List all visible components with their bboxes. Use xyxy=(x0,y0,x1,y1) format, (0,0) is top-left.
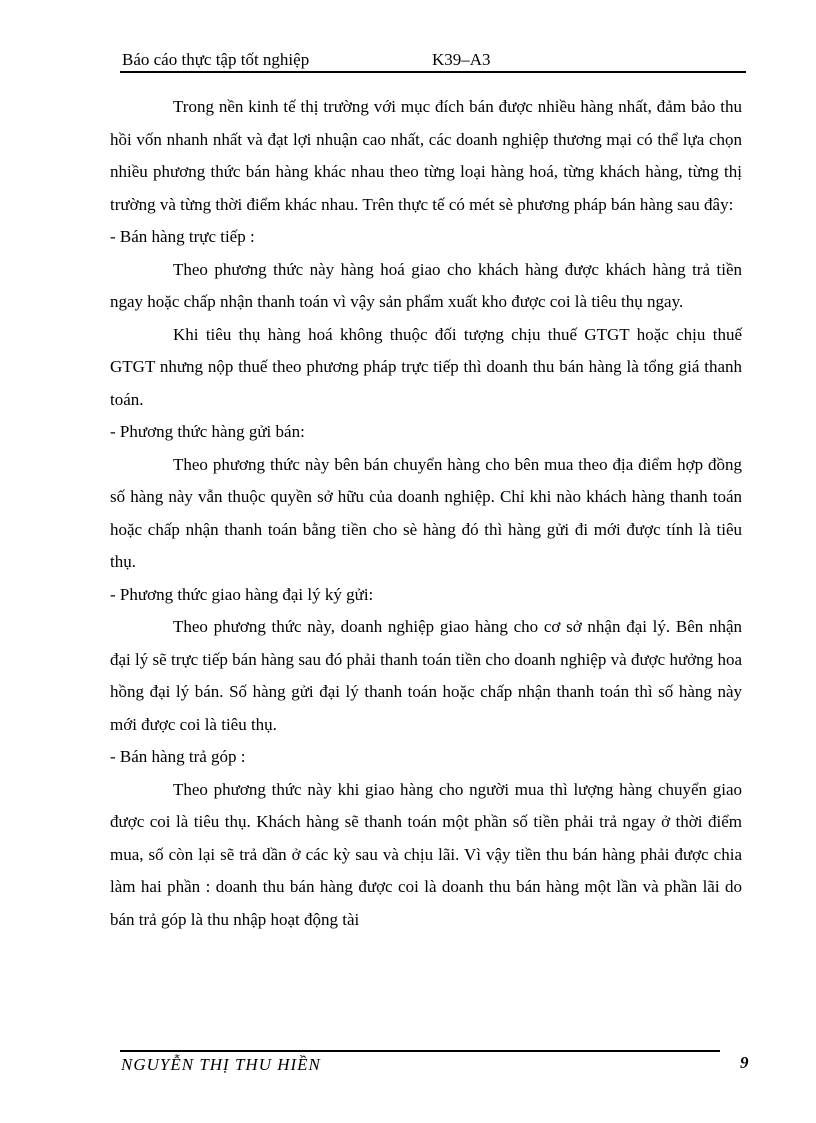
author-name: NGUYỄN THỊ THU HIỀN xyxy=(121,1055,321,1074)
section-heading-installment: - Bán hàng trả góp : xyxy=(110,747,246,766)
page-header xyxy=(120,48,746,74)
paragraph: Khi tiêu thụ hàng hoá không thuộc đối tượng chịu thuế GTGT hoặc chịu thuế GTGT nhưng nộp thuế theo phương pháp trực tiếp thì doanh thu bán hàng là tổng giá thanh toán. xyxy=(110,324,742,409)
footer-divider xyxy=(120,1050,720,1052)
paragraph: Theo phương thức này khi giao hàng cho người mua thì lượng hàng chuyển giao được coi là tiêu thụ. Khách hàng sẽ thanh toán một phần số tiền phải trả ngay ở thời điểm mua, số còn lại sẽ trả dần ở các kỳ sau và chịu lãi. Vì vậy tiền thu bán hàng phải được chia làm hai phần : doanh thu bán hàng được coi là doanh thu bán hàng một lần và phần lãi do bán trả góp là thu nhập hoạt động tài xyxy=(110,779,742,929)
intro-paragraph: Trong nền kinh tế thị trường với mục đích bán được nhiều hàng nhất, đảm bảo thu hồi vốn nhanh nhất và đạt lợi nhuận cao nhất, các doanh nghiệp thương mại có thể lựa chọn nhiều phương thức bán hàng khác nhau theo từng loại hàng hoá, từng khách hàng, từng thị trường và từng thời điểm khác nhau. Trên thực tế có mét sè phương pháp bán hàng sau đây: xyxy=(110,97,742,214)
class-code: K39–A3 xyxy=(432,50,491,69)
header-divider xyxy=(120,71,746,73)
paragraph: Theo phương thức này hàng hoá giao cho khách hàng được khách hàng trả tiền ngay hoặc chấp nhận thanh toán vì vậy sản phẩm xuất kho được coi là tiêu thụ ngay. xyxy=(110,259,742,311)
paragraph: Theo phương thức này bên bán chuyển hàng cho bên mua theo địa điểm hợp đồng số hàng này vẫn thuộc quyền sở hữu của doanh nghiệp. Chỉ khi nào khách hàng thanh toán hoặc chấp nhận thanh toán bằng tiền cho sè hàng đó thì hàng gửi đi mới được tính là tiêu thụ. xyxy=(110,454,742,571)
section-heading-consignment: - Phương thức hàng gửi bán: xyxy=(110,422,305,441)
paragraph: Theo phương thức này, doanh nghiệp giao hàng cho cơ sở nhận đại lý. Bên nhận đại lý sẽ trực tiếp bán hàng sau đó phải thanh toán tiền cho doanh nghiệp và được hưởng hoa hồng đại lý bán. Số hàng gửi đại lý thanh toán hoặc chấp nhận thanh toán thì số hàng này mới được coi là tiêu thụ. xyxy=(110,617,742,734)
section-heading-direct-sales: - Bán hàng trực tiếp : xyxy=(110,227,255,246)
document-body xyxy=(110,91,742,936)
page-number: 9 xyxy=(740,1053,749,1072)
report-title: Báo cáo thực tập tốt nghiệp xyxy=(122,50,310,69)
section-heading-agency: - Phương thức giao hàng đại lý ký gửi: xyxy=(110,584,374,604)
